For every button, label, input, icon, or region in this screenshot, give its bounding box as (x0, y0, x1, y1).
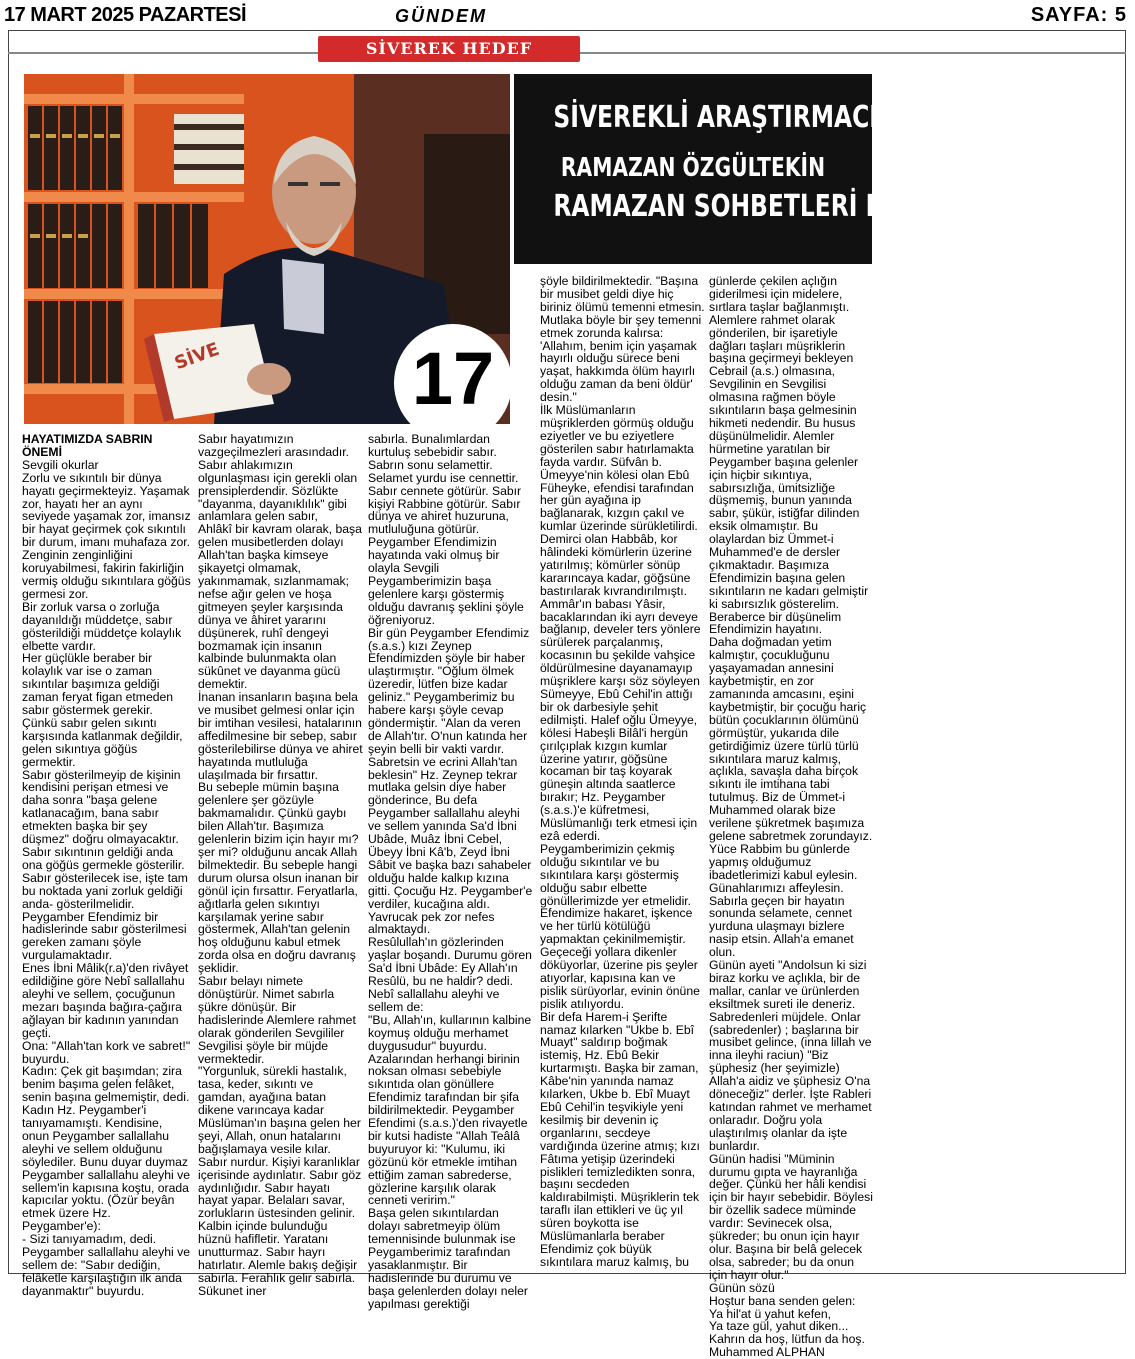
article-column-3: sabırla. Bunalımlardan kurtuluş sebebidir sabır. Sabrın sonu selamettir. Selamet yurdu ise cennettir. Sabır cennete götürür. Sabır kişiyi Rabbine götürür. Sabır dünya ve ahiret huzuruna, mutluluğuna götürür. Peygamber Efendimizin hayatında vaki olmuş bir olayla Sevgili Peygamberimizin başa gelenlere karşı göstermiş olduğu davranış şeklini şöyle öğreniyoruz. Bir gün Peygamber Efendimiz (s.a.s.) kızı Zeynep Efendimizden şöyle bir haber ulaştırmıştır. "Oğlum ölmek üzeredir, lütfen bize kadar geliniz." Peygamberimiz bu habere karşı şöyle cevap göndermiştir. "Alan da veren de Allah'tır. O'nun katında her şeyin belli bir vakti vardır. Sabretsin ve ecrini Allah'tan beklesin" Hz. Zeynep tekrar mutlaka gelsin diye haber gönderince, Bu defa Peygamber sallallahu aleyhi ve sellem yanında Sa'd İbni Ubâde, Muâz İbni Cebel, Übeyy İbni Kâ'b, Zeyd İbni Sâbit ve başka bazı sahabeler olduğu halde kalkıp kızına gitti. Çocuğu Hz. Peygamber'e verdiler, kucağına aldı. Yavrucak pek zor nefes almaktaydı. Resûlullah'ın gözlerinden yaşlar boşandı. Durumu gören Sa'd İbni Ubâde: Ey Allah'ın Resûlü, bu ne haldir? dedi. Nebî sallallahu aleyhi ve sellem de: "Bu, Allah'ın, kullarının kalbine koymuş olduğu merhamet duygusudur" buyurdu. Azalarından herhangi birinin noksan olması sebebiyle sıkıntıda olan gönüllere Efendimiz tarafından bir şifa bildirilmektedir. Peygamber Efendimi (s.a.s.)'den rivayetle bir kutsi hadiste "Allah Teâlâ buyuruyor ki: "Kulumu, iki gözünü kör etmekle imtihan ettiğim zaman sabrederse, gözlerine karşılık olarak cenneti veririm." Başa gelen sıkıntılardan dolayı sabretmeyip ölüm temennisinde bulunmak ise Peygamberimiz tarafından yasaklanmıştır. Bir hadislerinde bu durumu ve başa gelenlerden dolayı neler yapılması gerektiği (368, 432, 533, 1311)
section-name: GÜNDEM (395, 6, 487, 26)
page-header (0, 0, 1135, 30)
newspaper-masthead: SİVEREK HEDEF (318, 36, 580, 62)
article-column-4: şöyle bildirilmektedir. "Başına bir musibet geldi diye hiç biriniz ölümü temenni etmesin. Mutlaka böyle bir şey temenni etmek zorunda kalırsa: 'Allahım, benim için yaşamak hayırlı olduğu sürece beni yaşat, hakkımda ölüm hayırlı olduğu zaman da beni öldür' desin." İlk Müslümanların müşriklerden görmüş olduğu eziyetler ve bu eziyetlere gösterilen sabır hatırlamakta fayda vardır. Süfvân b. Ümeyye'nin kölesi olan Ebû Füheyke, efendisi tarafından her gün ayağına ip bağlanarak, kızgın çakıl ve kumlar üzerinde sürükletilirdi. Demirci olan Habbâb, kor hâlindeki kömürlerin üzerine yatırılmış; kömürler sönüp kararıncaya kadar, göğsüne bastırılarak kıvrandırılmıştı. Ammâr'ın babası Yâsir, bacaklarından iki ayrı deveye bağlanıp, develer ters yönlere sürülerek parçalanmış, kocasının bu şekilde vahşice öldürülmesine dayanamayıp müşriklere karşı söz söyleyen Sümeyye, Ebû Cehil'in attığı bir ok darbesiyle şehit edilmişti. Halef oğlu Ümeyye, kölesi Habeşli Bilâl'i hergün çırılçıplak kızgın kumlar üzerine yatırır, göğsüne kocaman bir taş koyarak güneşin altında saatlerce bırakır; Hz. Peygamber (s.a.s.)'e küfretmesi, Müslümanlığı terk etmesi için ezâ ederdi. Peygamberimizin çekmiş olduğu sıkıntılar ve bu sıkıntılara karşı göstermiş olduğu sabır elbette gönüllerimizde yer etmelidir. Efendimize hakaret, işkence ve her türlü kötülüğü yapmaktan çekinilmemiştir. Geçeceği yollara dikenler döküyorlar, üzerine pis şeyler atıyorlar, kapısına kan ve pislik sürüyorlar, evinin önüne pislik atılıyordu. Bir defa Harem-i Şerifte namaz kılarken "Ukbe b. Ebî Muayt" saldırıp boğmak istemiş, Hz. Ebû Bekir kurtarmıştı. Başka bir zaman, Kâbe'nin yanında namaz kılarken, Ukbe b. Ebî Muayt Ebû Cehil'in teşvikiyle yeni kesilmiş bir devenin iç organlarını, secdeye vardığında üzerine atmış; kızı Fâtıma yetişip üzerindeki pislikleri temizledikten sonra, başını secdeden kaldırabilmişti. Müşriklerin tek taraflı ilan ettikleri ve üç yıl süren boykotta ise Müslümanlarla beraber Efendimiz çok büyük sıkıntılara maruz kalmış, bu (540, 274, 705, 1269)
title-line-2: RAMAZAN ÖZGÜLTEKİN (560, 153, 826, 183)
title-line-1: SİVEREKLİ ARAŞTIRMACI YAZAR (553, 100, 973, 135)
book-cover-label: SİVE (171, 338, 223, 375)
article-column-5: günlerde çekilen açlığın giderilmesi için midelere, sırtlara taşlar bağlanmıştı. Alemlere rahmet olarak gönderilen, bir işaretiyle dağları taşları müşriklerin başına geçirmeyi bekleyen Cebrail (a.s.) olmasına, Sevgilinin en Sevgilisi olmasına rağmen böyle sıkıntıların başa gelmesinin hikmeti nedendir. Bu husus düşünülmelidir. Alemler hürmetine yaratılan bir Peygamber başına gelenler için hiçbir sıkıntıya, sabırsızlığa, ümitsizliğe düşmemiş, bunun yanında sabır, şükür, istiğfar dilinden eksik olmamıştır. Bu olaylardan biz Ümmet-i Muhammed'e de dersler çıkmaktadır. Başımıza Efendimizin başına gelen sıkıntıların ne kadarı gelmiştir ki sabırsızlık gösterelim. Beraberce bir düşünelim Efendimizin hayatını. Daha doğmadan yetim kalmıştır, çocukluğunu yaşayamadan annesini kaybetmiştir, en zor zamanında amcasını, eşini kaybetmiştir, bir çocuğu hariç bütün çocuklarının ölümünü görmüştür, yukarıda dile getirdiğimiz üzere türlü türlü sıkıntılara maruz kalmış, açlıkla, savaşla daha birçok sıkıntı ile imtihana tabi tutulmuş. Biz de Ümmet-i Muhammed olarak bize verilene şükretmek başımıza gelene sabretmek zorundayız. Yüce Rabbim bu günlerde yapmış olduğumuz ibadetlerimizi kabul eylesin. Günahlarımızı affeylesin. Sabırla geçen bir hayatın sonunda selamete, cennet yurduna ulaşmayı bizlere nasip etsin. Allah'a emanet olun. Günün ayeti "Andolsun ki sizi biraz korku ve açlıkla, bir de mallar, canlar ve ürünlerden eksiltmek sureti ile deneriz. Sabredenleri müjdele. Onlar (sabredenler) ; başlarına bir musibet gelince, (inna lillah ve inna ileyhi raciun) "Biz şüphesiz (her şeyimizle) Allah'a aidiz ve şüphesiz O'na döneceğiz" derler. İşte Rableri katından rahmet ve merhamet onlaradır. Doğru yola ulaştırılmış olanlar da işte bunlardır. Günün hadisi "Müminin durumu gıpta ve hayranlığa değer. Çünkü her hâli kendisi için bir hayır sebebidir. Böylesi bir özellik sadece müminde vardır: Sevinecek olsa, şükreder; bu onun için hayır olur. Başına bir belâ gelecek olsa, sabreder; bu da onun için hayır olur." Günün sözü Hoştur bana senden gelen: Ya hil'at ü yahut kefen, Ya taze gül, yahut diken... Kahrın da hoş, lütfun da hoş. Muhammed ALPHAN (709, 274, 873, 1359)
page-number: SAYFA: 5 (1030, 4, 1127, 26)
title-line-3: RAMAZAN SOHBETLERİ KÖŞESİ (553, 189, 961, 224)
issue-date: 17 MART 2025 PAZARTESİ (4, 4, 247, 26)
article-title-box (514, 74, 973, 264)
article-column-2: Sabır hayatımızın vazgeçilmezleri arasındadır. Sabır ahlakımızın olgunlaşması için gerekli olan prensiplerdendir. Sözlükte "dayanma, dayanıklılık" gibi anlamlara gelen sabır, Ahlâkî bir kavram olarak, başa gelen musibetlerden dolayı Allah'tan başka kimseye şikayetçi olmamak, yakınmamak, sızlanmamak; nefse ağır gelen ve hoşa gitmeyen şeyler karşısında dünya ve âhiret yararını düşünerek, ruhî dengeyi bozmamak için insanın kalbinde bulunmakta olan sükûnet ve dayanma gücü demektir. İnanan insanların başına bela ve musibet gelmesi onlar için bir imtihan vesilesi, hatalarının affedilmesine bir sebep, sabır gösterilebilirse dünya ve ahiret hayatında mutluluğa ulaşılmada bir fırsattır. Bu sebeple mümin başına gelenlere şer gözüyle bakmamalıdır. Çünkü gaybı bilen Allah'tır. Başımıza gelenlerin bizim için hayır mı? şer mi? olduğunu ancak Allah bilmektedir. Bu sebeple hangi durum olursa olsun inanan bir gönül için fırsattır. Feryatlarla, ağıtlarla gelen sıkıntıyı karşılamak yerine sabır göstermek, Allah'tan gelenin hoş olduğunu kabul etmek zorda olsa en doğru davranış şeklidir. Sabır belayı nimete dönüştürür. Nimet sabırla şükre dönüşür. Bir hadislerinde Alemlere rahmet olarak gönderilen Sevgililer Sevgilisi şöyle bir müjde vermektedir. "Yorgunluk, sürekli hastalık, tasa, keder, sıkıntı ve gamdan, ayağına batan dikene varıncaya kadar Müslüman'ın başına gelen her şeyi, Allah, onun hatalarını bağışlamaya vesile kılar. Sabır nurdur. Kişiyi karanlıklar içerisinde aydınlatır. Sabır göz aydınlığıdır. Sabır hayatı hayat yapar. Belaları savar, zorlukların üstesinden gelinir. Kalbin içinde bulunduğu hüznü hafifletir. Yaratanı unutturmaz. Sabır hayrı hatırlatır. Alemle bakış değişir sabırla. Ferahlık gelir sabırla. Sükunet iner (198, 432, 363, 1298)
author-photo (24, 74, 510, 424)
day-number-badge: 17 (394, 324, 510, 424)
article-column-1 (22, 433, 192, 1298)
column-1-text: Sevgili okurlar Zorlu ve sıkıntılı bir dünya hayatı geçirmekteyiz. Yaşamak zor, hayatı her an aynı seviyede yaşamak zor, imansız bir hayat geçirmek çok sıkıntılı bir durum, imanı muhafaza zor. Zenginin zenginliğini koruyabilmesi, fakirin fakirliğin vermiş olduğu sıkıntılara göğüs germesi zor. Bir zorluk varsa o zorluğa dayanıldığı müddetçe, sabır gösterildiği müddetçe kolaylık elbette vardır. Her güçlükle beraber bir kolaylık var ise o zaman sıkıntılar başımıza geldiği zaman feryat figan etmeden sabır göstermek gerekir. Çünkü sabır gelen sıkıntı karşısında katlanmak değildir, gelen sıkıntıya göğüs germektir. Sabır gösterilmeyip de kişinin kendisini perişan etmesi ve daha sonra "başa gelene katlanacağım, bana sabır etmekten başka bir şey düşmez" doğru olmayacaktır. Sabır sıkıntının geldiği anda ona göğüs germekle gösterilir. Sabır gösterilecek ise, işte tam bu noktada yani zorluk geldiği anda- gösterilmelidir. Peygamber Efendimiz bir hadislerinde sabır gösterilmesi gereken zamanı şöyle vurgulamaktadır. Enes İbni Mâlik(r.a)'den rivâyet edildiğine göre Nebî sallallahu aleyhi ve sellem, çocuğunun mezarı başında bağıra-çağıra ağlayan bir kadının yanından geçti. Ona: "Allah'tan kork ve sabret!" buyurdu. Kadın: Çek git başımdan; zira benim başıma gelen felâket, senin başına gelmemiştir, dedi. Kadın Hz. Peygamber'i tanıyamamıştı. Kendisine, onun Peygamber sallallahu aleyhi ve sellem olduğunu söylediler. Bunu duyar duymaz Peygamber sallallahu aleyhi ve sellem'in kapısına koştu, orada kapıcılar yoktu. (Özür beyân etmek üzere Hz. Peygamber'e): - Sizi tanıyamadım, dedi. Peygamber sallallahu aleyhi ve sellem de: "Sabır dediğin, felâketle karşılaştığın ilk anda dayanmaktır" buyurdu. (22, 457, 191, 1298)
article-heading: HAYATIMIZDA SABRIN ÖNEMİ (22, 432, 153, 459)
